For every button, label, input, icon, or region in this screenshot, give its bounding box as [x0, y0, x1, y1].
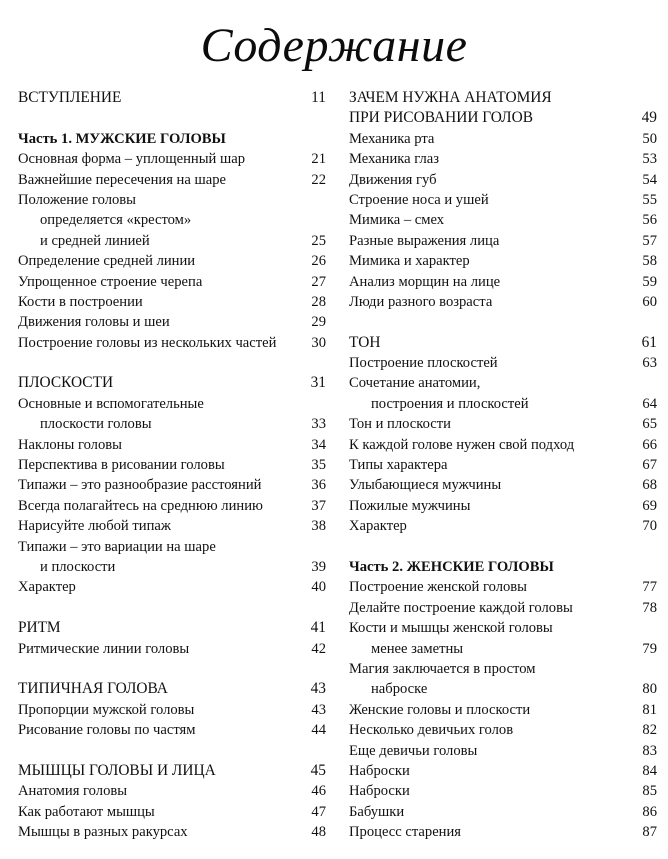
- toc-entry-title: Рисование головы по частям: [18, 722, 196, 739]
- toc-entry: [349, 394, 657, 414]
- toc-entry: [18, 802, 326, 822]
- toc-entry-title: Механика глаз: [349, 151, 440, 168]
- toc-entry-page: 41: [310, 619, 326, 637]
- toc-entry: [18, 149, 326, 169]
- toc-entry: [349, 639, 657, 659]
- toc-entry: [349, 781, 657, 801]
- toc-entry-page: 38: [311, 518, 326, 535]
- toc-entry-page: 65: [642, 416, 657, 433]
- toc-entry-title: Пропорции мужской головы: [18, 701, 195, 718]
- section-gap: [349, 312, 657, 332]
- toc-section-heading: [18, 129, 326, 149]
- toc-entry: [18, 537, 326, 557]
- toc-entry: [349, 373, 657, 393]
- toc-entry-title: Перспектива в рисовании головы: [18, 457, 225, 474]
- toc-entry-page: 28: [311, 293, 326, 310]
- toc-entry-page: 31: [310, 374, 326, 392]
- toc-entry-title: Типы характера: [349, 457, 448, 474]
- toc-entry-page: 58: [642, 253, 657, 270]
- toc-entry: [349, 292, 657, 312]
- toc-entry-title: Разные выражения лица: [349, 232, 500, 249]
- toc-entry: [349, 577, 657, 597]
- section-gap: [18, 353, 326, 373]
- toc-entry: [18, 251, 326, 271]
- toc-entry: [349, 741, 657, 761]
- toc-entry-title: Часть 2. ЖЕНСКИЕ ГОЛОВЫ: [349, 558, 554, 575]
- toc-entry: [18, 394, 326, 414]
- toc-section-heading: [18, 373, 326, 393]
- toc-entry-page: 69: [642, 497, 657, 514]
- toc-entry: [349, 496, 657, 516]
- toc-entry-title: Движения головы и шеи: [18, 314, 170, 331]
- toc-entry: [18, 292, 326, 312]
- toc-entry-page: 50: [642, 130, 657, 147]
- toc-section-heading: [349, 333, 657, 353]
- toc-entry: [18, 210, 326, 230]
- toc-entry-page: 86: [642, 803, 657, 820]
- toc-entry-page: 27: [311, 273, 326, 290]
- toc-entry-page: 85: [642, 783, 657, 800]
- toc-entry-title: Сочетание анатомии,: [349, 375, 481, 392]
- toc-entry-title: Нарисуйте любой типаж: [18, 518, 171, 535]
- toc-entry-page: 64: [642, 395, 657, 412]
- toc-entry-page: 79: [642, 640, 657, 657]
- toc-entry-page: 63: [642, 355, 657, 372]
- toc-entry-title: Наброски: [349, 762, 410, 779]
- toc-entry-page: 77: [642, 579, 657, 596]
- toc-entry-title: Всегда полагайтесь на среднюю линию: [18, 497, 263, 514]
- toc-entry: [18, 455, 326, 475]
- toc-entry-page: 53: [642, 151, 657, 168]
- toc-entry-page: 44: [311, 722, 326, 739]
- toc-section-heading: [349, 557, 657, 577]
- toc-entry-page: 37: [311, 497, 326, 514]
- toc-entry-page: 67: [642, 457, 657, 474]
- toc-entry-page: 46: [311, 783, 326, 800]
- toc-entry: [349, 414, 657, 434]
- toc-entry-title: Анализ морщин на лице: [349, 273, 501, 290]
- section-gap: [349, 537, 657, 557]
- toc-entry: [349, 618, 657, 638]
- toc-entry: [18, 700, 326, 720]
- toc-entry: [18, 822, 326, 842]
- toc-entry-title: Женские головы и плоскости: [349, 701, 531, 718]
- toc-entry-page: 57: [642, 232, 657, 249]
- toc-entry-page: 55: [642, 191, 657, 208]
- toc-entry-title: Ритмические линии головы: [18, 640, 190, 657]
- toc-entry: [18, 720, 326, 740]
- toc-entry: [18, 170, 326, 190]
- toc-entry-title: ТОН: [349, 333, 381, 351]
- toc-entry-title: Строение носа и ушей: [349, 191, 489, 208]
- toc-entry-page: 29: [311, 314, 326, 331]
- toc-entry-title: Несколько девичьих голов: [349, 722, 514, 739]
- toc-section-heading: [18, 679, 326, 699]
- toc-entry-page: 39: [311, 558, 326, 575]
- toc-entry: [349, 129, 657, 149]
- toc-entry-page: 70: [642, 518, 657, 535]
- toc-entry-title: Характер: [349, 518, 407, 535]
- toc-entry: [18, 231, 326, 251]
- toc-entry-page: 83: [642, 742, 657, 759]
- section-gap: [18, 108, 326, 128]
- toc-entry-page: 59: [642, 273, 657, 290]
- toc-entry-title: Пожилые мужчины: [349, 497, 471, 514]
- toc-entry-page: 84: [642, 762, 657, 779]
- toc-entry-page: 42: [311, 640, 326, 657]
- toc-entry-page: 25: [311, 232, 326, 249]
- toc-entry: [18, 496, 326, 516]
- toc-entry: [349, 455, 657, 475]
- toc-entry-page: 48: [311, 824, 326, 841]
- toc-entry: [349, 700, 657, 720]
- toc-entry-page: 34: [311, 436, 326, 453]
- toc-entry-page: 26: [311, 253, 326, 270]
- toc-entry: [18, 516, 326, 536]
- toc-entry-page: 40: [311, 579, 326, 596]
- toc-entry: [349, 475, 657, 495]
- toc-entry: [349, 170, 657, 190]
- toc-entry-title: Основные и вспомогательные: [18, 395, 204, 412]
- toc-entry: [349, 272, 657, 292]
- toc-entry-title: К каждой голове нужен свой подход: [349, 436, 575, 453]
- toc-entry-page: 47: [311, 803, 326, 820]
- toc-entry-page: 45: [310, 761, 326, 779]
- toc-entry-title: Анатомия головы: [18, 783, 128, 800]
- toc-entry-page: 30: [311, 334, 326, 351]
- toc-entry-title: менее заметны: [371, 640, 464, 657]
- toc-entry-title: Движения губ: [349, 171, 437, 188]
- toc-entry-title: Положение головы: [18, 191, 136, 208]
- toc-entry-title: ПРИ РИСОВАНИИ ГОЛОВ: [349, 109, 533, 127]
- toc-entry-title: МЫШЦЫ ГОЛОВЫ И ЛИЦА: [18, 761, 216, 779]
- toc-entry-title: Магия заключается в простом: [349, 660, 536, 677]
- toc-entry: [349, 802, 657, 822]
- toc-entry-title: построения и плоскостей: [371, 395, 529, 412]
- toc-entry: [349, 516, 657, 536]
- toc-entry: [18, 333, 326, 353]
- toc-entry-title: РИТМ: [18, 619, 61, 637]
- toc-entry-title: Типажи – это вариации на шаре: [18, 538, 216, 555]
- toc-entry-title: Как работают мышцы: [18, 803, 155, 820]
- toc-entry-title: Кости и мышцы женской головы: [349, 620, 553, 637]
- toc-entry-page: 66: [642, 436, 657, 453]
- toc-entry-page: 80: [642, 681, 657, 698]
- toc-entry-title: и средней линией: [40, 232, 150, 249]
- section-gap: [18, 598, 326, 618]
- toc-entry-title: Характер: [18, 579, 76, 596]
- toc-entry-title: Построение головы из нескольких частей: [18, 334, 277, 351]
- toc-entry-page: 56: [642, 212, 657, 229]
- toc-entry-title: наброске: [371, 681, 428, 698]
- toc-entry-title: Наклоны головы: [18, 436, 122, 453]
- page-title: Содержание: [200, 19, 468, 72]
- toc-entry: [18, 557, 326, 577]
- toc-entry-title: Наброски: [349, 783, 410, 800]
- toc-entry: [18, 475, 326, 495]
- toc-entry: [18, 435, 326, 455]
- toc-entry: [18, 781, 326, 801]
- toc-entry: [18, 190, 326, 210]
- toc-entry: [349, 761, 657, 781]
- toc-right-column: [349, 88, 657, 842]
- toc-entry-title: ТИПИЧНАЯ ГОЛОВА: [18, 680, 168, 698]
- toc-entry-title: ПЛОСКОСТИ: [18, 374, 114, 392]
- section-gap: [18, 741, 326, 761]
- toc-entry-page: 43: [310, 680, 326, 698]
- toc-entry: [349, 210, 657, 230]
- toc-entry-page: 22: [311, 171, 326, 188]
- toc-entry: [349, 598, 657, 618]
- toc-entry-title: Упрощенное строение черепа: [18, 273, 203, 290]
- toc-entry: [18, 272, 326, 292]
- toc-entry-title: Тон и плоскости: [349, 416, 451, 433]
- toc-entry-title: Бабушки: [349, 803, 405, 820]
- toc-entry-page: 82: [642, 722, 657, 739]
- toc-entry-title: определяется «крестом»: [40, 212, 192, 229]
- toc-entry: [349, 353, 657, 373]
- toc-entry: [18, 414, 326, 434]
- toc-entry-page: 49: [641, 109, 657, 127]
- toc-section-heading: [18, 88, 326, 108]
- toc-entry-title: Построение женской головы: [349, 579, 527, 596]
- toc-entry-title: Делайте построение каждой головы: [349, 599, 573, 616]
- toc-entry-title: Важнейшие пересечения на шаре: [18, 171, 226, 188]
- toc-entry-title: Определение средней линии: [18, 253, 196, 270]
- toc-entry-title: Типажи – это разнообразие расстояний: [18, 477, 262, 494]
- toc-section-heading: [18, 761, 326, 781]
- toc-entry-page: 61: [641, 333, 657, 351]
- toc-entry-title: Процесс старения: [349, 824, 462, 841]
- toc-entry: [349, 251, 657, 271]
- toc-entry-page: 68: [642, 477, 657, 494]
- toc-entry-page: 21: [311, 151, 326, 168]
- toc-entry-title: Мышцы в разных ракурсах: [18, 824, 188, 841]
- toc-entry: [349, 231, 657, 251]
- toc-entry-title: Основная форма – уплощенный шар: [18, 151, 245, 168]
- toc-section-heading: [349, 108, 657, 128]
- toc-entry: [349, 822, 657, 842]
- toc-entry: [18, 639, 326, 659]
- toc-entry-title: ВСТУПЛЕНИЕ: [18, 89, 122, 106]
- toc-entry-title: Еще девичьи головы: [349, 742, 478, 759]
- toc-entry: [18, 577, 326, 597]
- toc-entry-page: 81: [642, 701, 657, 718]
- toc-entry-page: 11: [311, 89, 326, 106]
- toc-entry-page: 33: [311, 416, 326, 433]
- toc-entry: [349, 679, 657, 699]
- toc-entry-title: Мимика и характер: [349, 253, 470, 270]
- toc-entry-page: 60: [642, 293, 657, 310]
- toc-section-heading: [349, 88, 657, 108]
- toc-entry-page: 43: [311, 701, 326, 718]
- toc-entry-title: Механика рта: [349, 130, 435, 147]
- toc-entry-title: и плоскости: [40, 558, 116, 575]
- toc-entry-page: 36: [311, 477, 326, 494]
- toc-entry: [349, 190, 657, 210]
- toc-entry-page: 87: [642, 824, 657, 841]
- toc-entry: [349, 720, 657, 740]
- toc-section-heading: [18, 618, 326, 638]
- toc-entry: [349, 149, 657, 169]
- toc-entry-title: Построение плоскостей: [349, 355, 498, 372]
- section-gap: [18, 659, 326, 679]
- toc-entry: [18, 312, 326, 332]
- toc-entry-page: 78: [642, 599, 657, 616]
- toc-entry-title: Часть 1. МУЖСКИЕ ГОЛОВЫ: [18, 130, 226, 147]
- toc-entry-title: плоскости головы: [40, 416, 152, 433]
- toc-left-column: [18, 88, 326, 842]
- toc-entry-title: Улыбающиеся мужчины: [349, 477, 502, 494]
- toc-entry-page: 35: [311, 457, 326, 474]
- toc-entry: [349, 659, 657, 679]
- toc-entry-title: Люди разного возраста: [349, 293, 493, 310]
- toc-entry: [349, 435, 657, 455]
- toc-entry-title: ЗАЧЕМ НУЖНА АНАТОМИЯ: [349, 89, 552, 106]
- toc-entry-page: 54: [642, 171, 657, 188]
- toc-entry-title: Кости в построении: [18, 293, 143, 310]
- toc-entry-title: Мимика – смех: [349, 212, 445, 229]
